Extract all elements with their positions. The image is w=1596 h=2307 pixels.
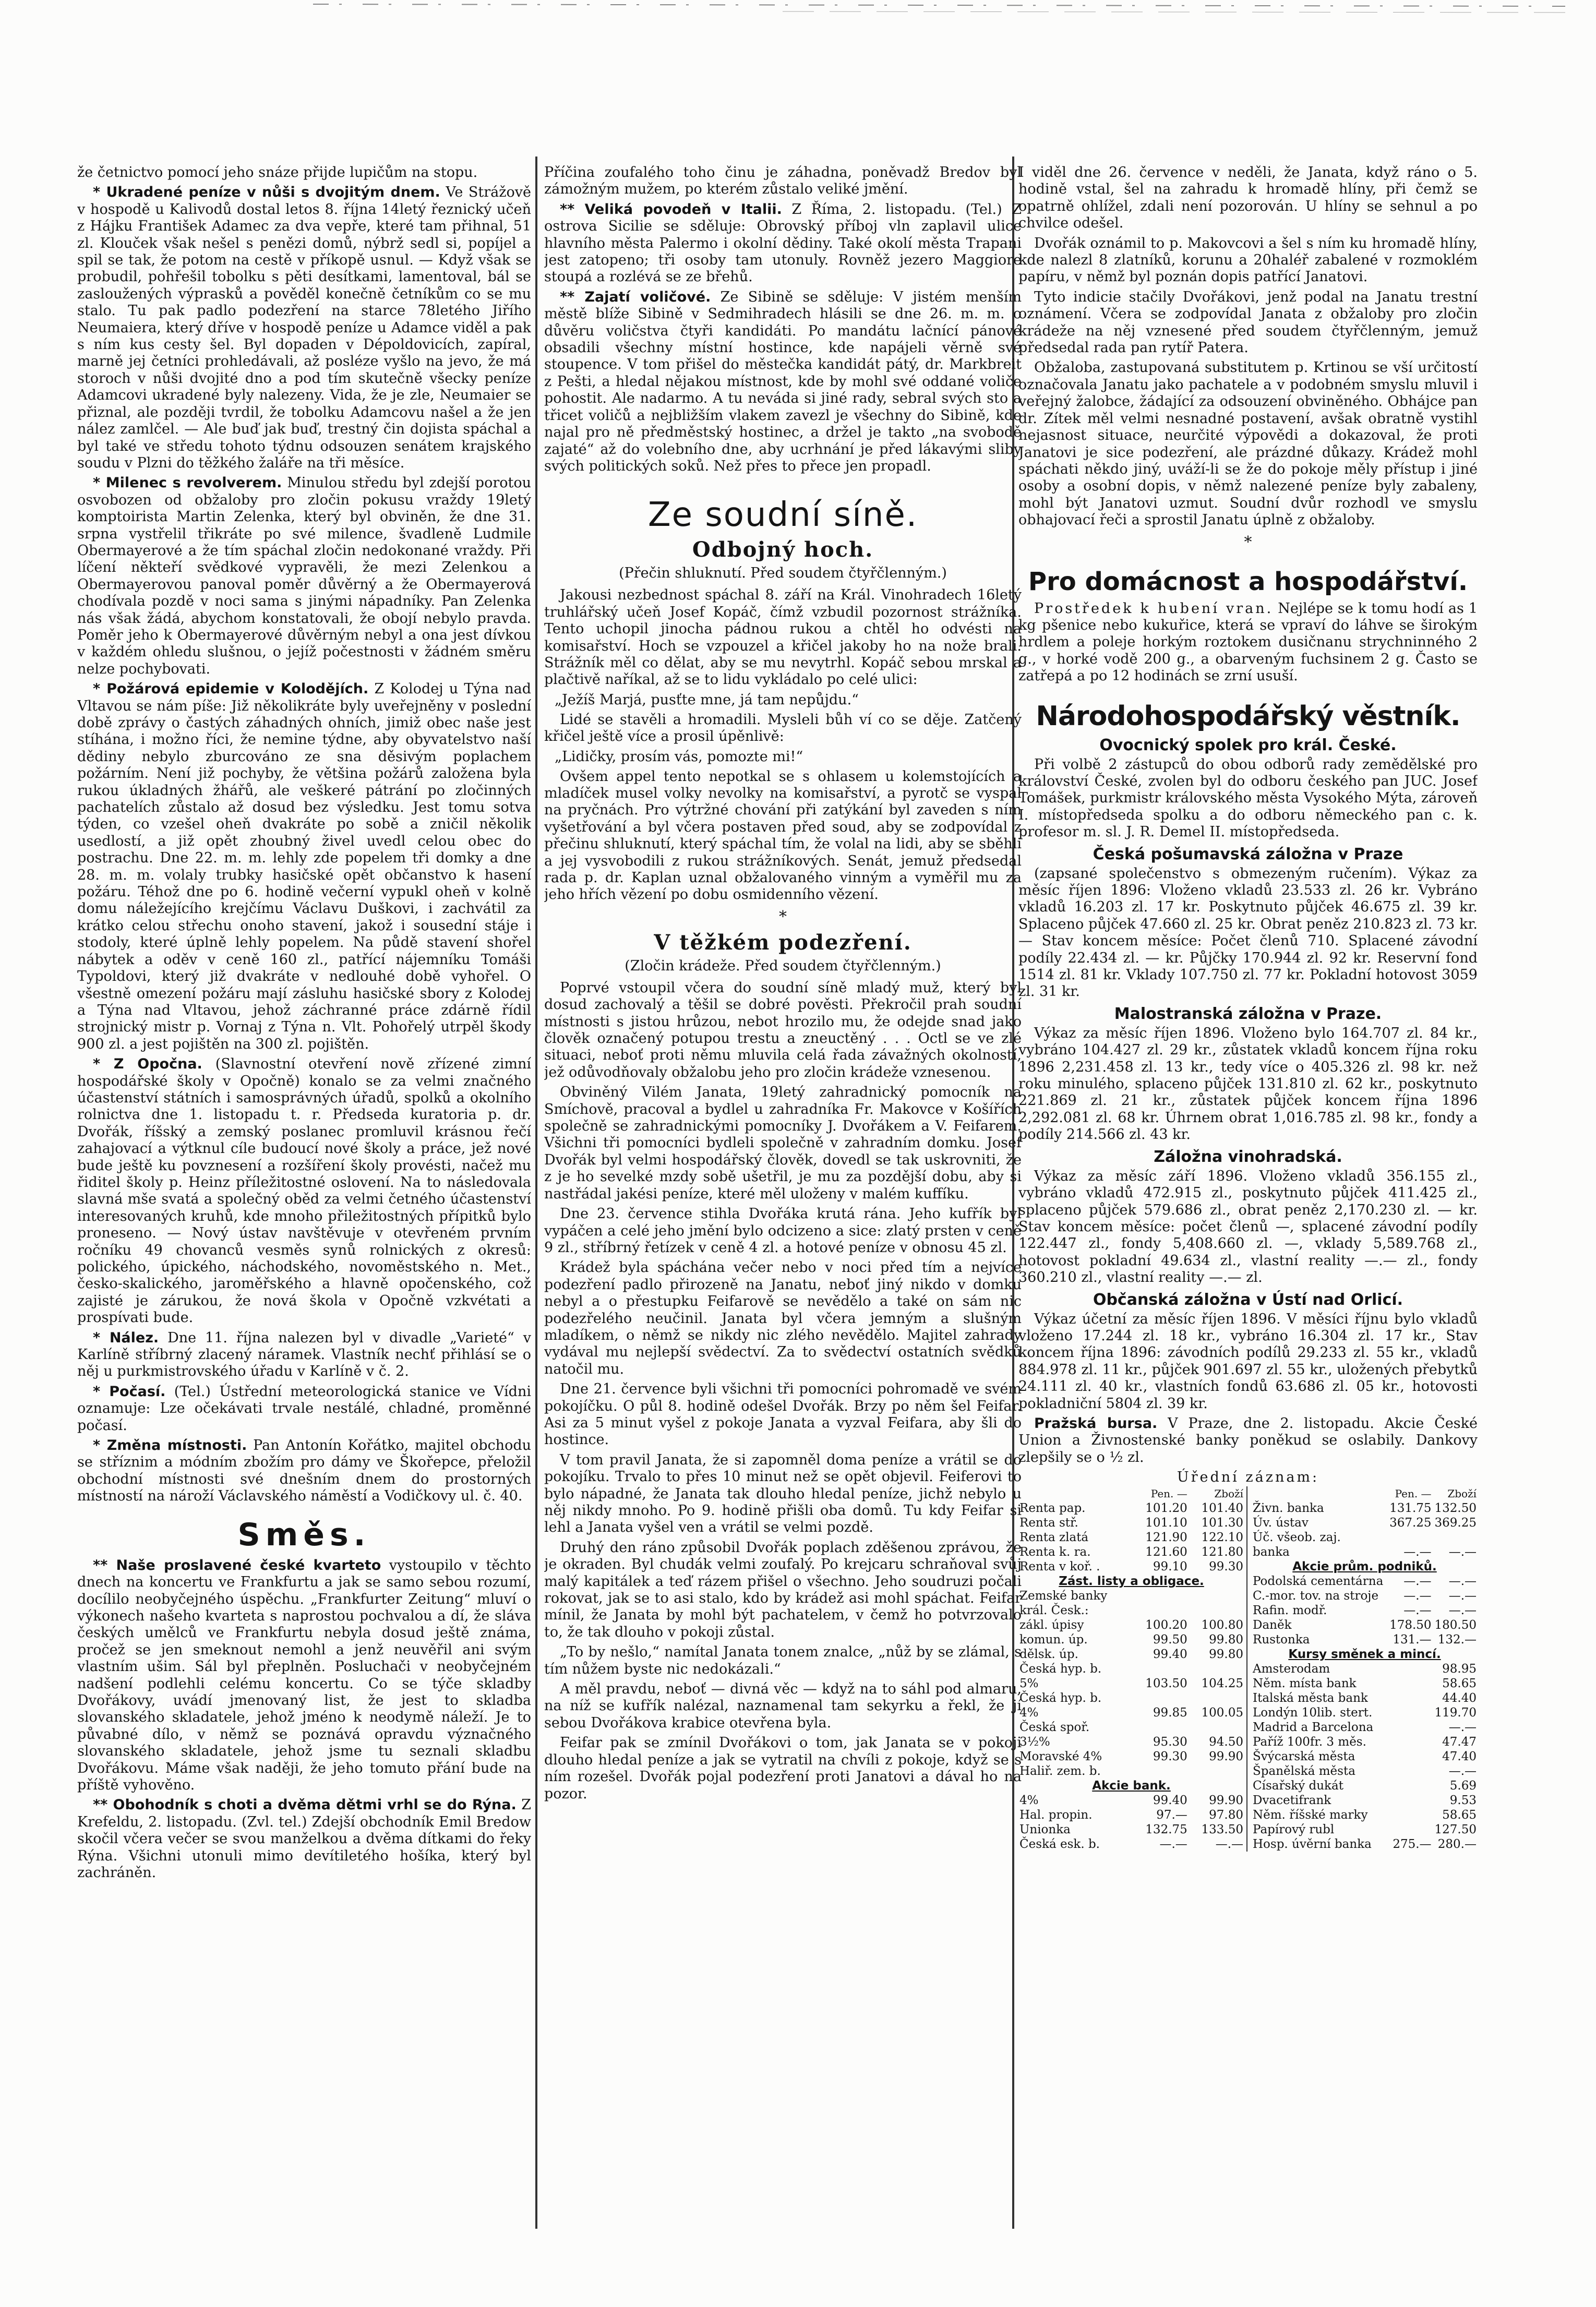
table-cell: —.— — [1403, 1589, 1432, 1603]
article-text: Z Říma, 2. listopadu. (Tel.) Z ostrova Sicilie se sděluje: Obrovský příboj vln zaplavil ulice hlavního města Palermo i okolní dědiny. Také okolí města Trapani jest zatopeno; tři osoby tam utonuly. Rovněž jezero Maggiore stoupá a rozlévá se ze břehů. — [544, 201, 1022, 285]
table-cell — [1387, 1808, 1432, 1822]
rates-table-right — [1252, 1486, 1478, 1852]
table-cell: Česká esk. b. — [1019, 1837, 1100, 1852]
table-cell: —.— — [1403, 1545, 1432, 1559]
table-cell — [1387, 1764, 1432, 1779]
table-cell: komun. úp. — [1019, 1633, 1088, 1647]
article-found — [77, 1330, 531, 1380]
table-cell: zákl. úpisy — [1019, 1618, 1084, 1632]
headline-inline: ** Zajatí voličové. — [560, 289, 711, 305]
column-2 — [544, 164, 1022, 2234]
table-row — [1252, 1501, 1478, 1516]
table-cell: Amsterodam — [1253, 1662, 1330, 1676]
column-header: Zboží — [1447, 1487, 1477, 1500]
table-cell — [1133, 1720, 1189, 1735]
paragraph: Druhý den ráno způsobil Dvořák poplach zděšenou zprávou, že je okraden. Byl chudák velmi zoufalý. Po krejcaru schraňoval svůj malý kapitálek a teď rázem přišel o všechno. Jeho soudruzi počali rokovat, jak se to asi stalo, kdo by krádež asi mohl spáchat. Feifar mínil, že Janata by mohl být pachatelem, v čemž ho potvrzovalo to, že tak dlouho v pokoji zůstal. — [544, 1539, 1022, 1640]
table-row — [1252, 1764, 1478, 1779]
table-cell: 44.40 — [1442, 1691, 1477, 1705]
column-header: Zboží — [1214, 1487, 1243, 1500]
table-cell: 3½% — [1019, 1735, 1050, 1749]
article-text: V Praze, dne 2. listopadu. Akcie České Union a Živnostenské banky poněkud se oslabily. Dankovy zlepšily se o ½ zl. — [1018, 1415, 1478, 1465]
section-heading-smes: Směs. — [237, 1516, 371, 1553]
table-cell: —.— — [1403, 1575, 1432, 1589]
article-text: (Tel.) Ústřední meteorologická stanice ve Vídni oznamuje: Lze očekávati trvale nestálé, chladné, proměnné počasí. — [77, 1383, 531, 1434]
table-section-title: Akcie bank. — [1092, 1779, 1171, 1793]
table-row — [1252, 1808, 1478, 1822]
table-cell: 100.80 — [1201, 1618, 1243, 1632]
paragraph: Lidé se stavěli a hromadili. Mysleli bůh ví co se děje. Zatčený křičel ještě více a prosil úpěnlivě: — [544, 711, 1022, 745]
paragraph: A měl pravdu, neboť — divná věc — když na to sáhl pod almaru, na níž se kufřík nalézal, naznamenal tam sekyrku a řekl, že jí sebou Dvořákova krabice otevřena byla. — [544, 1681, 1022, 1731]
table-cell: Rustonka — [1253, 1633, 1310, 1647]
article-title: V těžkém podezření. — [654, 930, 912, 955]
table-cell: 99.40 — [1153, 1794, 1187, 1808]
table-cell — [1387, 1822, 1432, 1837]
separator-star: * — [779, 907, 787, 926]
table-cell: Úč. všeob. zaj. — [1253, 1531, 1341, 1545]
article-fire — [77, 681, 531, 1053]
table-cell: 180.50 — [1434, 1618, 1477, 1632]
table-cell: Unionka — [1019, 1823, 1071, 1837]
table-row — [1018, 1676, 1244, 1691]
table-cell: 132.— — [1437, 1633, 1477, 1647]
table-cell: 9.53 — [1449, 1794, 1477, 1808]
table-cell: Renta zlatá — [1019, 1531, 1089, 1545]
subsection-title: Záložna vinohradská. — [1154, 1147, 1342, 1166]
table-cell: Dvacetifrank — [1253, 1794, 1331, 1808]
table-cell: 101.20 — [1145, 1501, 1187, 1516]
paragraph: Poprvé vstoupil včera do soudní síně mladý muž, který byl dosud zachovalý a těšil se dobré pověsti. Překročil prah soudní místnosti s jistou hrůzou, nebot hrozilo mu, že odejde snad jako člověk označený potupou trestu a zneuctěný . . . Octl se ve zlé situaci, neboť proti němu mluvila celá řada závažných okolností, jež odůvodňovaly obžalobu jeho pro zločin krádeže vznesenou. — [544, 979, 1022, 1080]
subsection-title: Česká pošumavská záložna v Praze — [1093, 845, 1403, 863]
table-cell: 121.90 — [1145, 1531, 1187, 1545]
table-cell: 121.60 — [1145, 1545, 1187, 1559]
exchange-tables — [1018, 1486, 1478, 1852]
headline-inline: * Z Opočna. — [93, 1056, 202, 1073]
table-cell: —.— — [1448, 1545, 1477, 1559]
table-cell: 103.50 — [1145, 1677, 1187, 1691]
table-cell: 97.80 — [1209, 1808, 1243, 1822]
paragraph: Dvořák oznámil to p. Makovcovi a šel s ním ku hromadě hlíny, kde nalezl 8 zlatníků, korunu a 20haléř zabalené v rozmoklém papíru, v němž byl poznán dopis patřící Janatovi. — [1018, 235, 1478, 285]
article-stolen-money — [77, 184, 531, 472]
table-cell: 99.30 — [1209, 1560, 1243, 1574]
table-row — [1252, 1779, 1478, 1793]
headline-inline: * Požárová epidemie v Kolodějích. — [93, 681, 369, 698]
table-cell: 99.40 — [1153, 1648, 1187, 1662]
table-row — [1018, 1618, 1244, 1632]
subsection-title: Ovocnický spolek pro král. České. — [1099, 736, 1397, 754]
table-cell: Česká hyp. b. — [1019, 1662, 1102, 1676]
column-divider-1 — [535, 157, 537, 2229]
table-row — [1252, 1822, 1478, 1837]
table-row — [1252, 1603, 1478, 1618]
table-row — [1252, 1676, 1478, 1691]
table-cell: 98.95 — [1442, 1662, 1477, 1676]
table-cell — [1133, 1589, 1189, 1603]
paragraph: (zapsané společenstvo s obmezeným ručením). Výkaz za měsíc říjen 1896: Vloženo vkladů 23.533 zl. 26 kr. Vybráno vkladů 16.203 zl. 17 kr. Poskytnuto půjček 46.675 zl. 39 kr. Splaceno půjček 47.660 zl. 25 kr. Obrat peněz 210.823 zl. 73 kr. — Stav koncem měsíce: Počet členů 710. Splacené závodní podíly 22.434 zl. — kr. Půjčky 170.944 zl. 92 kr. Reservní fond 1514 zl. 81 kr. Vklady 107.750 zl. 77 kr. Pokladní hotovost 3059 zl. 31 kr. — [1018, 865, 1478, 1000]
table-cell: Zemské banky — [1019, 1589, 1108, 1603]
table-cell — [1189, 1720, 1244, 1735]
table-cell: 94.50 — [1209, 1735, 1243, 1749]
table-cell: 99.80 — [1209, 1648, 1243, 1662]
table-cell — [1189, 1662, 1244, 1676]
table-cell: —.— — [1215, 1837, 1243, 1852]
table-cell: 132.50 — [1434, 1501, 1477, 1516]
paragraph: Výkaz účetní za měsíc říjen 1896. V měsíci říjnu bylo vkladů vloženo 17.244 zl. 18 kr., vybráno 16.304 zl. 17 kr., Stav koncem října 1896: závodních podílů 29.233 zl. 55 kr., vkladů 884.978 zl. 11 kr., půjček 901.697 zl. 55 kr., uložených přebytků 24.111 zl. 40 kr., vlastních fondů 63.686 zl. 05 kr., hotovosti pokladniční 5804 zl. 39 kr. — [1018, 1311, 1478, 1412]
table-cell — [1387, 1749, 1432, 1764]
table-cell — [1433, 1530, 1478, 1545]
table-cell: 104.25 — [1201, 1677, 1243, 1691]
table-row — [1252, 1720, 1478, 1735]
table-cell: 58.65 — [1442, 1808, 1477, 1822]
official-listing-title: Úřední záznam: — [1177, 1469, 1319, 1486]
table-cell: 280.— — [1437, 1837, 1477, 1852]
table-row — [1018, 1516, 1244, 1530]
table-cell: —.— — [1448, 1604, 1477, 1618]
section-heading-household: Pro domácnost a hospodářství. — [1028, 567, 1468, 596]
table-cell: —.— — [1448, 1589, 1477, 1603]
table-row — [1018, 1822, 1244, 1837]
table-cell: 99.30 — [1153, 1750, 1187, 1764]
table-row — [1018, 1808, 1244, 1822]
exchange-table-left — [1018, 1486, 1247, 1852]
table-row — [1252, 1691, 1478, 1705]
table-cell: Papírový rubl — [1253, 1823, 1335, 1837]
table-cell: 4% — [1019, 1706, 1039, 1720]
column-3 — [1018, 164, 1478, 2234]
table-cell — [1133, 1691, 1189, 1705]
table-cell: Něm. říšské marky — [1253, 1808, 1368, 1822]
table-cell: král. Česk.: — [1019, 1604, 1089, 1618]
paragraph: Feifar pak se zmínil Dvořákovi o tom, jak Janata se v pokoji dlouho hledal peníze a jak se vytratil na chvíli z pokoje, když se s ním rozešel. Dvořák pojal podezření proti Janatovi a dával ho na pozor. — [544, 1735, 1022, 1802]
table-row — [1018, 1749, 1244, 1764]
column-header: Pen. — — [1395, 1487, 1432, 1500]
table-row — [1018, 1603, 1244, 1618]
table-cell: 101.30 — [1201, 1516, 1243, 1530]
table-row — [1018, 1793, 1244, 1808]
paragraph: Tyto indicie stačily Dvořákovi, jenž podal na Janatu trestní oznámení. Včera se zodpovídal Janata z obžaloby pro zločin krádeže na něj vznesené před soudem čtyřčlenným, jemuž předsedal rada pan rytíř Patera. — [1018, 289, 1478, 356]
table-row — [1252, 1516, 1478, 1530]
table-cell: 122.10 — [1201, 1531, 1243, 1545]
table-cell: Rafin. modř. — [1253, 1604, 1327, 1618]
table-cell: Renta pap. — [1019, 1501, 1086, 1516]
table-cell: Podolská cementárna — [1253, 1575, 1384, 1589]
table-row — [1018, 1764, 1244, 1779]
table-cell: Hosp. úvěrní banka — [1253, 1837, 1372, 1852]
table-cell — [1133, 1603, 1189, 1618]
headline-inline: * Ukradené peníze v nůši s dvojitým dnem. — [93, 184, 440, 201]
headline-inline: * Milenec s revolverem. — [93, 475, 282, 491]
headline-inline: ** Veliká povodeň v Italii. — [560, 201, 782, 218]
table-cell: —.— — [1448, 1764, 1477, 1779]
article-exchange — [1018, 1415, 1478, 1466]
table-cell: 99.90 — [1209, 1750, 1243, 1764]
table-row — [1018, 1705, 1244, 1720]
exchange-table-right — [1252, 1486, 1478, 1852]
table-cell — [1189, 1764, 1244, 1779]
paragraph: „To by nešlo,“ namítal Janata tonem znalce, „nůž by se zlámal, s tím nůžem byste nic nedokázali.“ — [544, 1644, 1022, 1677]
table-row — [1252, 1618, 1478, 1632]
table-cell: Švýcarská města — [1253, 1750, 1355, 1764]
table-cell: Živn. banka — [1253, 1501, 1324, 1516]
paragraph: Obviněný Vilém Janata, 19letý zahradnický pomocník na Smíchově, pracoval a bydlel u zahradníka Fr. Makovce v Košířích společně se zahradnickými pomocníky J. Dvořákem a V. Feifarem. Všichni tři pomocníci bydleli společně v zahradním domku. Josef Dvořák byl velmi hospodářský člověk, dovedl se tak uskrovniti, že z je ho sevelké mzdy sobě ušetřil, je mu za pozdější dobu, aby si nastřádal jakési peníze, které měl uloženy v malém kuffíku. — [544, 1084, 1022, 1202]
table-row — [1252, 1632, 1478, 1647]
article-text: (Slavnostní otevření nově zřízené zimní hospodářské školy v Opočně) konalo se za velmi značného účastenství státních i samosprávných úřadů, spolků a okolního rolnictva dne 1. listopadu t. r. Předseda kuratoria p. dr. Dvořák, říšský a zemský poslanec promluvil krásnou řečí zahajovací a výtknul cíle budoucí nové školy a práce, jež nové bude ještě ku povznesení a rozšíření školy provésti, načež mu řiditel školy p. Heinz příležitostné oslovení. Na to následovala slavná mše svatá a společný oběd za velmi četného účastenství interesovaných kruhů, kde mnoho přiležitostných přípitků bylo pronesenо. — Nový ústav navštěvuje v otevřeném prvním ročníku 49 chovanců vesměs synů rolnických z okresů: polického, úpického, náchodského, novoměstského n. Met., česko-skalického, jaroměřského a hlavně opočenského, což zajisté je zárukou, že nová škola v Opočně vzkvétati a prospívati bude. — [77, 1056, 531, 1326]
article-text: Pan Antonín Kořátko, majitel obchodu se stříznim a módním zbožím pro dámy ve Škořepce, přeložil obchodní místnosti své dnešním dnem do prostorných místností na nároží Václavského náměstí a Vodičkovy ul. č. 40. — [77, 1437, 531, 1505]
table-cell: Londýn 10lib. stert. — [1253, 1706, 1373, 1720]
table-cell: 127.50 — [1434, 1823, 1477, 1837]
table-cell: 133.50 — [1201, 1823, 1243, 1837]
paragraph: Při volbě 2 zástupců do obou odborů rady zemědělské pro království České, zvolen byl do odboru českého pan JUC. Josef Tomášek, purkmistr královského města Vysokého Mýta, zároveň I. místopředseda spolku a do odboru německého pan c. k. profesor m. sl. J. R. Demel II. místopředseda. — [1018, 756, 1478, 840]
column-header: Pen. — — [1150, 1487, 1187, 1500]
headline-inline: * Nález. — [93, 1329, 159, 1346]
table-cell: Něm. místa bank — [1253, 1677, 1357, 1691]
table-cell — [1387, 1779, 1432, 1793]
article-weather — [77, 1384, 531, 1434]
article-text: Z Kolodej u Týna nad Vltavou se nám píše: Již několikráte byly uveřejněny v poslední době zprávy o častých záhadných ohních, jimiž obec naše jest stíhána, i možno říci, že nemine týdne, aby obyvatelstvo naší dědiny nebylo zburcováno ze sna děsivým poplachem požárním. Není již pochyby, že většina požárů založena byla rukou úkladných žhářů, ale veškeré pátrání po zločinných pachatelích zůstalo až dosud bez výsledku. Jest tomu sotva týden, co vzešel oheň dvakráte po sobě a zničil několik usedlostí, a již opět zhoubný živel uvedl celou obec do postrachu. Dne 22. m. m. lehly zde popelem tři domky a dne 28. m. m. volaly trubky hasičské opět občanstvo k hasení požáru. Téhož dne po 6. hodině večerní vypukl oheň v kolně domu náležejícího krejčímu Václavu Duškovi, i zachvátil za krátko celou střechu onoho stavení, jakož i sousední stáje i stodoly, které úplně lehly popelem. Na půdě stavení shořel nábytek a oděv v ceně 160 zl., patřící nájemníku Tomáši Typoldovi, který již dvakráte v nedlouhé době vyhořel. O všestně omezení požáru mají zásluhu hasičské sbory z Kolodej a Týna nad Vltavou, jehož záchranné práce zdárně řídil strojnický mistr p. Vornaj z Týna n. Vlt. Pohořelý utrpěl škody 900 zl. a jest pojištěn na 300 zl. pojištěn. — [77, 681, 531, 1052]
article-text: Nejlépe se k tomu hodí as 1 kg pšenice nebo kukuřice, která se vpraví do láhve se širokým hrdlem a poleje horkým roztokem dusičnanu strychninného 2 g., v horké vodě 200 g., a obarveným fuchsinem 2 g. Často se zatřepá a po 12 hodinách se zrní usuší. — [1018, 600, 1478, 684]
table-cell: Renta v koř. . — [1019, 1560, 1100, 1574]
article-opocno — [77, 1056, 531, 1327]
table-row — [1018, 1720, 1244, 1735]
table-cell — [1387, 1662, 1432, 1676]
table-row — [1252, 1793, 1478, 1808]
table-cell: Daněk — [1253, 1618, 1292, 1632]
article-text: Minulou středu byl zdejší porotou osvobozen od obžaloby pro zločin pokusu vraždy 19letý komptoirista Martin Zelenka, který byl obviněn, že dne 31. srpna vystřelil třikráte po své milence, švadleně Ludmile Obermayerové a že tím spáchal zločin nedokonané vraždy. Při líčení někteří svědkové vypravěli, že mezi Zelenkou a Obermayerovou panoval poměr důvěrný a že Obermayerová chodívala pozdě v noci sama s jinými nápadníky. Pan Zelenka nás však žádá, abychom konstatovali, že obojí nebylo pravda. Poměr jeho k Obermayerové důvěrným nebyl a ona jest dívkou v každém ohledu slušnou, o jejíž počestnosti v žádném směru nelze pochybovati. — [77, 475, 531, 677]
table-cell: 178.50 — [1389, 1618, 1432, 1632]
table-cell: 99.10 — [1153, 1560, 1187, 1574]
table-cell: 100.05 — [1201, 1706, 1243, 1720]
table-row — [1018, 1662, 1244, 1676]
headline-inline: ** Obohodník s choti a dvěma dětmi vrhl se do Rýna. — [93, 1797, 517, 1813]
article-robbery — [77, 1797, 531, 1881]
paragraph: Dne 23. července stihla Dvořáka krutá rána. Jeho kufřík byl vypáčen a celé jeho jmění bylo odcizeno a sice: zlatý prsten v ceně 9 zl., stříbrný řetízek v ceně 4 zl. a hotové peníze v obnosu 45 zl. — [544, 1206, 1022, 1256]
table-cell: Italská města bank — [1253, 1691, 1368, 1705]
table-cell — [1189, 1603, 1244, 1618]
quote: „Ježíš Marjá, pusťte mne, já tam nepůjdu.“ — [555, 691, 859, 708]
table-cell: 369.25 — [1434, 1516, 1477, 1530]
article-text: Ve Strážově v hospodě u Kalivodů dostal letos 8. října 14letý řeznický učeň z Hájku František Adamec za dva vepře, které tam přihnal, 51 zl. Klouček však nešel s penězi domů, nýbrž sedl si, popíjel a spil se tak, že potom na cestě v příkopě usnul. — Když však se probudil, pohřešil tobolku s pěti desítkami, lamentoval, bál se zasloužených výprasků a pověděl konečně četníkům co se mu stalo. Tu pak padlo podezření na starce 78letého Jiřího Neumaiera, který dříve v hospodě peníze u Adamce viděl a pak s ním kus cesty šel. Byl dopaden v Dépoldovicích, zapíral, marně jej četníci prohledávali, až posléze vyšlo na jevo, že má storoch v nůši dvojité dno a pod tím skutečně všecky peníze Adamcovi ukradené byly nalezeny. Vida, že je zle, Neumaier se přiznal, ale později tvrdil, že tobolku Adamcovu našel a že jen nález zamlčel. — Ale buď jak buď, trestný čin dojista spáchal a byl také ve středu tohoto týdnu odsouzen senátem krajského soudu v Plzni do těžkého žaláře na tři měsíce. — [77, 184, 531, 471]
table-row — [1252, 1837, 1478, 1852]
table-cell: Moravské 4% — [1019, 1750, 1102, 1764]
article-title: Odbojný hoch. — [692, 537, 874, 562]
table-row — [1252, 1574, 1478, 1589]
table-cell — [1387, 1676, 1432, 1691]
table-row — [1018, 1530, 1244, 1545]
table-row — [1252, 1530, 1478, 1545]
table-cell: Česká hyp. b. — [1019, 1691, 1102, 1705]
article-text: vystoupilo v těchto dnech na koncertu ve Frankfurtu a jak se samo sebou rozumí, docílilo neobyčejného úspěchu. „Frankfurter Zeitung“ mluví o výkonech našeho kvarteta s naprostou pochvalou a dí, že sláva českých umělců ve Frankfurtu nebyla dosud ještě známa, pročež se jen smeknout nemohl a jenž neuvěřil ani svým vlastním ušim. Sál byl přeplněn. Posluchači v neobyčejném nadšení podlehli celému koncertu. Co se týče skladby Dvořákovy, uvádí jmenovaný list, že jest to skladba slovanského skladatele, jehož jméno k neodymě náleží. Je to půvabné dílo, v němž se poznává opravdu význačného slovanského skladatele, jehož jsme tu seznali skladbu Dvořákovu. Máme však naději, že jeho tomuto přání bude na příště vyhověno. — [77, 1557, 531, 1793]
table-cell: 132.75 — [1145, 1823, 1187, 1837]
paragraph: Krádež byla spáchána večer nebo v noci před tím a nejvíce podezření padlo přirozeně na Janatu, neboť jiný nikdo v domku nebyl a o přestupku Feifarově se nevědělo a také on sám nic podezřelého neučinil. Janata byl včera jemným a slušným mladíkem, o němž se nikdy nic zlého nevědělo. Majitel zahrady vydával mu nejlepší svědectví. Za to svědectví ostatních svědků natočil mu. — [544, 1259, 1022, 1377]
table-section-title: Zást. listy a obligace. — [1059, 1575, 1204, 1589]
table-cell: 99.90 — [1209, 1794, 1243, 1808]
table-cell — [1189, 1589, 1244, 1603]
column-1 — [77, 164, 531, 2234]
table-cell: Madrid a Barcelona — [1253, 1721, 1374, 1735]
table-cell: 100.20 — [1145, 1618, 1187, 1632]
table-section-title: Akcie prům. podniků. — [1292, 1560, 1437, 1574]
headline-inline: * Změna místnosti. — [93, 1437, 247, 1454]
table-cell: —.— — [1448, 1575, 1477, 1589]
table-cell: —.— — [1448, 1721, 1477, 1735]
table-cell — [1133, 1662, 1189, 1676]
table-cell: 58.65 — [1442, 1677, 1477, 1691]
table-row — [1018, 1545, 1244, 1559]
article-voters — [544, 289, 1022, 475]
table-cell: 101.40 — [1201, 1501, 1243, 1516]
table-row — [1252, 1705, 1478, 1720]
section-heading-economy: Národohospodářský věstník. — [1036, 700, 1460, 732]
table-cell: Úv. ústav — [1253, 1516, 1309, 1530]
headline-inline: Prostředek k hubení vran. — [1034, 600, 1274, 617]
table-cell — [1387, 1530, 1432, 1545]
table-cell: 95.30 — [1153, 1735, 1187, 1749]
table-cell — [1387, 1793, 1432, 1808]
table-cell — [1387, 1691, 1432, 1705]
table-cell: 121.80 — [1201, 1545, 1243, 1559]
table-cell — [1387, 1705, 1432, 1720]
headline-inline: * Počasí. — [93, 1383, 166, 1400]
table-cell: Španělská města — [1253, 1764, 1355, 1779]
table-row — [1252, 1545, 1478, 1559]
article-quartet — [77, 1557, 531, 1794]
table-row — [1252, 1662, 1478, 1676]
table-cell: dělsk. úp. — [1019, 1648, 1078, 1662]
table-row — [1018, 1632, 1244, 1647]
table-cell: Renta stř. — [1019, 1516, 1078, 1530]
article-text: Z Krefeldu, 2. listopadu. (Zvl. tel.) Zdejší obchodník Emil Bredow skočil včera večer se svou manželkou a dvěma dítkami do řeky Rýna. Všichni utonuli mimo devítiletého hošíka, který byl zachráněn. — [77, 1797, 531, 1881]
table-cell — [1133, 1764, 1189, 1779]
separator-star: * — [1244, 533, 1252, 551]
table-cell — [1387, 1735, 1432, 1749]
table-row — [1018, 1559, 1244, 1574]
table-cell: 131.— — [1393, 1633, 1432, 1647]
paragraph: V tom pravil Janata, že si zapomněl doma peníze a vrátil se do pokojíku. Trvalo to přes 10 minut než se opět objevil. Feiferovi to bylo nápadné, že Janata tak dlouho hledal peníze, jichž nebylo u něj nikdy mnoho. Po 9. hodině přišli oba domů. Tu kdy Feifar si lehl a Janata vyšel ven a vrátil se velmi pozdě. — [544, 1451, 1022, 1536]
article-text: Ze Sibině se sděluje: V jistém menším městě blíže Sibině v Sedmihradech hlásili se dne 26. m. m. o důvěru voličstva čtyři kandidáti. Po mandátu lačnící pánové obsadili všechny místní hostince, kde napájeli věrně své stoupence. V tom přišel do městečka kandidát pátý, dr. Markbreit z Pešti, a hledal nějakou místnost, kde by mohl své oddané voliče pohostit. Ale nadarmo. A tu neváda si jiné rady, sebral svých sto a třicet voličů a nejbližším vlakem zavezl je všechny do Sibině, kde najal pro ně předměstský hostinec, a držel je takto „na svobodě zajaté“ až do volebního dne, aby ucrhnání je před lákavými sliby svých politických soků. Než přes to přece jen propadl. — [544, 289, 1022, 474]
table-cell — [1387, 1720, 1432, 1735]
table-cell: 4% — [1019, 1794, 1039, 1808]
table-cell: 97.— — [1156, 1808, 1187, 1822]
table-cell: Česká spoř. — [1019, 1721, 1090, 1735]
article-flood — [544, 201, 1022, 286]
paragraph: Obžaloba, zastupovaná substitutem p. Krtinou se vší určitostí označovala Janatu jako pachatele a v podobném smyslu mluvil i veřejný žalobce, žádající za odsouzení obviněného. Obhájce pan dr. Zítek měl velmi nesnadné postavení, avšak obratně vystihl nejasnost situace, neurčité výpovědi a dokazoval, že proti Janatovi je sice podezření, ale prázdné důkazy. Krádež mohl spáchati někdo jiný, uváží-li se že do pokoje měly přístup i jiné osoby a osobní dopis, v němž nalezené peníze byly zabaleny, mohl být Janatovi uzmut. Soudní dvůr rozhodl ve smyslu obhajovací řeči a sprostil Janatu úplně z obžaloby. — [1018, 359, 1478, 528]
table-section-title: Kursy směnek a mincí. — [1288, 1648, 1441, 1662]
paragraph: Ovšem appel tento nepotkal se s ohlasem u kolemstojících a mladíček musel volky nevolky na komisařství, a pyrotč se vyspal na pryčnách. Pro výtržné chování při zatýkání byl zaveden s ním vyšetřování a byl včera postaven před soud, aby se zodpovídal z přečinu shluknutí, který spáchal tím, že volal na lidi, aby se sběhli a jej vysvobodili z rukou strážníkových. Senát, jemuž předsedal rada p. dr. Kaplan uznal obžalovaného vinným a vyměřil mu za jeho hřích vězení po dobu osmidenního vězení. — [544, 768, 1022, 903]
table-row — [1252, 1589, 1478, 1603]
table-cell: 5% — [1019, 1677, 1039, 1691]
table-cell: 99.50 — [1153, 1633, 1187, 1647]
table-cell — [1189, 1691, 1244, 1705]
table-cell: —.— — [1403, 1604, 1432, 1618]
quote: „Lidičky, prosím vás, pomozte mi!“ — [555, 748, 803, 765]
table-row — [1252, 1749, 1478, 1764]
table-cell: 99.85 — [1153, 1706, 1187, 1720]
headline-inline: ** Naše proslavené české kvarteto — [93, 1557, 381, 1573]
paragraph: I viděl dne 26. července v neděli, že Janata, když ráno o 5. hodině vstal, šel na zahradu k hromadě hlíny, při čemž se opatrně ohlížel, zdali není pozorován. U hlíny se sehnul a po chvilce odešel. — [1018, 164, 1478, 232]
table-row — [1018, 1837, 1244, 1852]
subsection-title: Malostranská záložna v Praze. — [1114, 1004, 1382, 1023]
table-cell: —.— — [1159, 1837, 1187, 1852]
table-cell: 131.75 — [1389, 1501, 1432, 1516]
table-cell: 275.— — [1393, 1837, 1432, 1852]
paragraph: Výkaz za měsíc říjen 1896. Vloženo bylo 164.707 zl. 84 kr., vybráno 104.427 zl. 29 kr., zůstatek vkladů koncem října roku 1896 2,231.458 zl. 13 kr., tedy více o 405.326 zl. 98 kr. než roku minulého, splaceno půjček 131.810 zl. 62 kr., poskytnuto 221.869 zl. 21 kr., zůstatek půjček koncem října 1896 2,292.081 zl. 68 kr. Úhrnem obrat 1,016.785 zl. 98 kr., fondy a podíly 214.566 zl. 43 kr. — [1018, 1025, 1478, 1143]
article-caption: (Zločin krádeže. Před soudem čtyřčlenným.) — [625, 957, 941, 974]
section-heading-court: Ze soudní síně. — [647, 496, 918, 535]
table-row — [1252, 1735, 1478, 1749]
subsection-title: Občanská záložna v Ústí nad Orlicí. — [1093, 1290, 1403, 1309]
rates-table-left — [1018, 1486, 1244, 1852]
table-cell: banka — [1253, 1545, 1290, 1559]
table-row — [1018, 1691, 1244, 1705]
paragraph: Příčina zoufalého toho činu je záhadna, poněvadž Bredov byl zámožným mužem, po kterém zůstalo veliké jmění. — [544, 164, 1022, 198]
article-lovers — [77, 475, 531, 678]
table-cell: 367.25 — [1389, 1516, 1432, 1530]
table-cell: 5.69 — [1449, 1779, 1477, 1793]
table-row — [1018, 1647, 1244, 1662]
article-rats — [1018, 600, 1478, 685]
article-caption: (Přečin shluknutí. Před soudem čtyřčlenným.) — [619, 565, 947, 582]
table-cell: Paříž 100fr. 3 měs. — [1253, 1735, 1366, 1749]
top-edge-scan-artifact — [0, 0, 1596, 21]
headline-inline: Pražská bursa. — [1034, 1415, 1158, 1432]
paragraph: že četnictvo pomocí jeho snáze přijde lupičům na stopu. — [77, 164, 478, 181]
table-cell: 119.70 — [1434, 1706, 1477, 1720]
paragraph: Dne 21. července byli všichni tři pomocníci pohromadě ve svém pokojíčku. O půl 8. hodině odešel Dvořák. Brzy po něm šel Feifar. Asi za 5 minut vyšel z pokoje Janata a vyzval Feifara, aby šli do hostince. — [544, 1381, 1022, 1448]
table-cell: 47.47 — [1442, 1735, 1477, 1749]
article-move — [77, 1437, 531, 1505]
table-cell: Haliř. zem. b. — [1019, 1764, 1101, 1779]
table-cell: Renta k. ra. — [1019, 1545, 1091, 1559]
paragraph: Výkaz za měsíc září 1896. Vloženo vkladů 356.155 zl., vybráno vkladů 472.915 zl., poskytnuto půjček 411.425 zl., splaceno půjček 579.686 zl., obrat peněz 2,170.230 zl. — kr. Stav koncem měsíce: počet členů —, splacené závodní podíly 122.447 zl., fondy 5,408.660 zl. —, vklady 5,589.768 zl., hotovost pokladní 49.634 zl., vlastní reality —.— zl., fondy 360.210 zl., vlastní reality —.— zl. — [1018, 1168, 1478, 1286]
article-text: Dne 11. října nalezen byl v divadle „Varieté“ v Karlíně stříbrný zlacený náramek. Vlastník nechť přihlásí se o něj u purkmistrovského úřadu v Karlíně v č. 2. — [77, 1329, 531, 1380]
table-cell: Hal. propin. — [1019, 1808, 1093, 1822]
table-cell: 101.10 — [1145, 1516, 1187, 1530]
table-cell: C.-mor. tov. na stroje — [1253, 1589, 1379, 1603]
table-row — [1018, 1501, 1244, 1516]
table-cell: 47.40 — [1442, 1750, 1477, 1764]
table-cell: Císařský dukát — [1253, 1779, 1343, 1793]
table-row — [1018, 1735, 1244, 1749]
paragraph: Jakousi nezbednost spáchal 8. září na Král. Vinohradech 16letý truhlářský učeň Josef Kopáč, čímž vzbudil pozornost strážníka. Tento uchopil jinocha pádnou rukou a chtěl ho odvésti na komisařství. Hoch se vzpouzel a křičel jakoby ho na nože brali. Strážník měl co dělat, aby se mu nevytrhl. Kopáč sebou mrskal a plačtivě naříkal, až se to lidu vykládalo po celé ulici: — [544, 587, 1022, 688]
table-row — [1018, 1589, 1244, 1603]
table-cell: 99.80 — [1209, 1633, 1243, 1647]
